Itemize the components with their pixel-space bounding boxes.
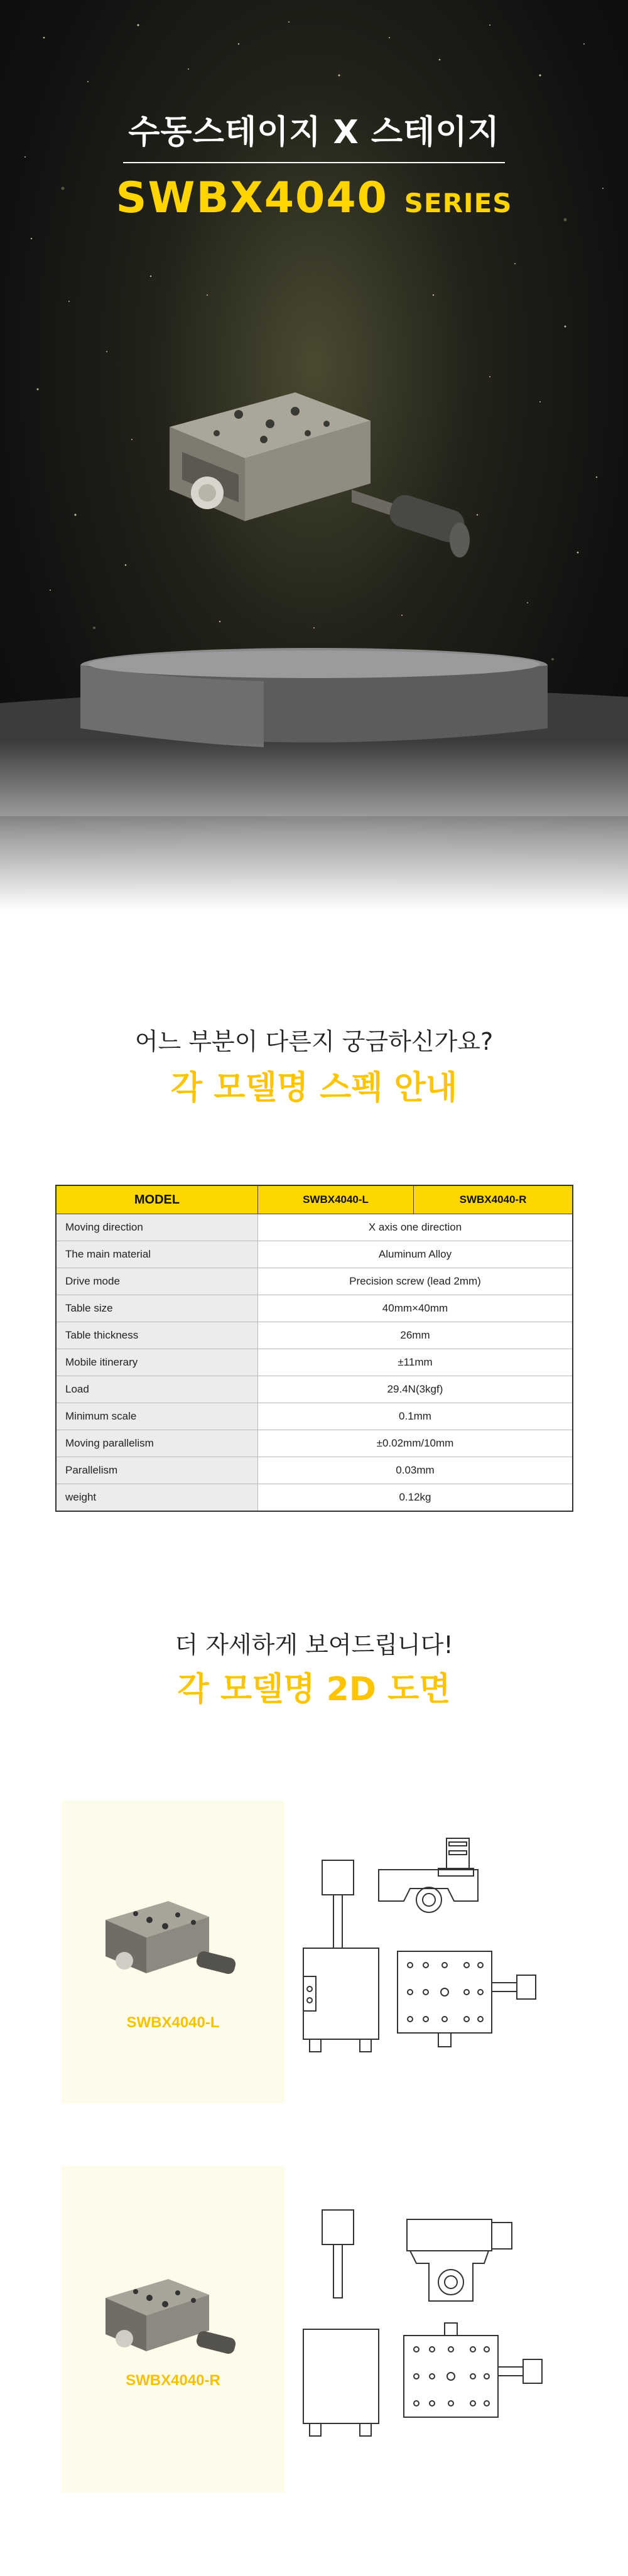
table-row	[56, 1376, 573, 1403]
spec-label: weight	[56, 1484, 258, 1512]
spec-header-model: MODEL	[56, 1185, 258, 1214]
table-row	[56, 1322, 573, 1349]
table-row	[56, 1349, 573, 1376]
technical-drawing-r	[284, 2166, 566, 2492]
spec-label: Parallelism	[56, 1457, 258, 1484]
spec-value: Aluminum Alloy	[258, 1241, 573, 1268]
spec-value: X axis one direction	[258, 1214, 573, 1241]
drawing-model-label: SWBX4040-L	[126, 2014, 220, 2031]
drawing-card-product	[62, 1801, 284, 2103]
spec-value: Precision screw (lead 2mm)	[258, 1268, 573, 1295]
spec-table-header	[56, 1185, 573, 1214]
drawing-intro: 더 자세하게 보여드립니다!	[175, 1631, 453, 1659]
spec-header-model-r: SWBX4040-R	[414, 1185, 573, 1214]
hero-series-label: SERIES	[404, 188, 512, 218]
spec-value: ±11mm	[258, 1349, 573, 1376]
table-row	[56, 1295, 573, 1322]
spec-label: The main material	[56, 1241, 258, 1268]
spec-label: Load	[56, 1376, 258, 1403]
drawing-card-l	[62, 1801, 566, 2103]
table-row	[56, 1457, 573, 1484]
spec-value: 40mm×40mm	[258, 1295, 573, 1322]
spec-heading: 각 모델명 스펙 안내	[170, 1069, 458, 1107]
hero-model-name	[0, 173, 628, 223]
spec-header-model-l: SWBX4040-L	[258, 1185, 414, 1214]
table-row	[56, 1430, 573, 1457]
spec-table	[55, 1185, 573, 1512]
drawing-model-label: SWBX4040-R	[126, 2372, 220, 2389]
spec-value: 0.1mm	[258, 1403, 573, 1430]
drawing-card-product	[62, 2166, 284, 2492]
table-row	[56, 1214, 573, 1241]
hero-banner	[0, 0, 628, 910]
spec-label: Moving direction	[56, 1214, 258, 1241]
spec-value: ±0.02mm/10mm	[258, 1430, 573, 1457]
drawing-heading: 각 모델명 2D 도면	[177, 1671, 451, 1708]
table-row	[56, 1268, 573, 1295]
spec-label: Table thickness	[56, 1322, 258, 1349]
spec-value: 0.12kg	[258, 1484, 573, 1512]
hero-divider	[123, 162, 505, 163]
drawing-card-r	[62, 2166, 566, 2492]
table-row	[56, 1241, 573, 1268]
hero-fade-overlay	[0, 741, 628, 910]
spec-label: Table size	[56, 1295, 258, 1322]
spec-value: 0.03mm	[258, 1457, 573, 1484]
spec-label: Minimum scale	[56, 1403, 258, 1430]
spec-question: 어느 부분이 다른지 궁금하신가요?	[134, 1028, 494, 1055]
spec-label: Drive mode	[56, 1268, 258, 1295]
spec-value: 29.4N(3kgf)	[258, 1376, 573, 1403]
stage-product-thumbnail	[62, 1801, 284, 2103]
hero-model-code: SWBX4040	[116, 173, 388, 223]
table-row	[56, 1403, 573, 1430]
spec-value: 26mm	[258, 1322, 573, 1349]
hero-title: 수동스테이지 X 스테이지	[128, 114, 500, 151]
table-row	[56, 1484, 573, 1512]
spec-label: Mobile itinerary	[56, 1349, 258, 1376]
stage-product-image	[170, 392, 470, 558]
stage-product-thumbnail	[62, 2166, 284, 2492]
technical-drawing-l	[284, 1801, 566, 2103]
spec-label: Moving parallelism	[56, 1430, 258, 1457]
